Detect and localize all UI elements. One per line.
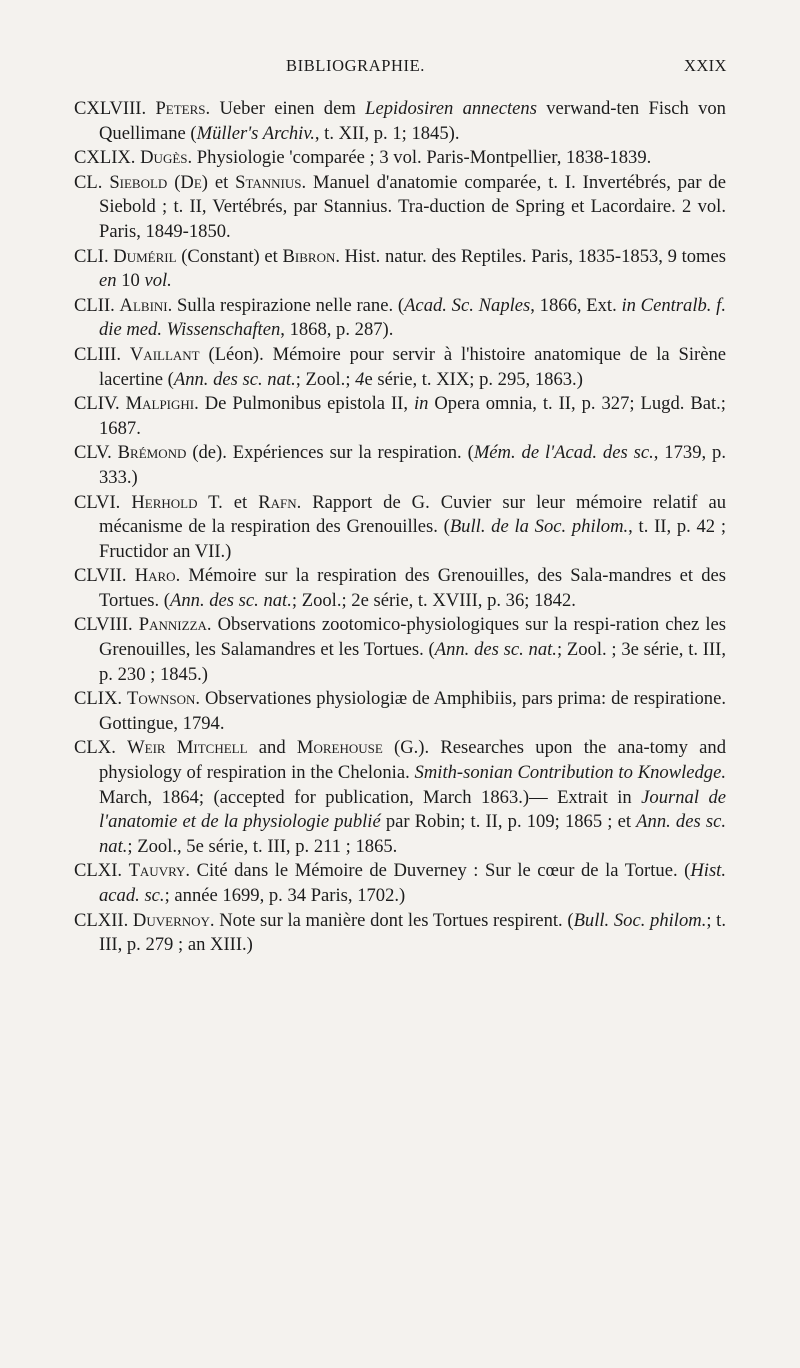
entry-author: Brémond — [117, 442, 187, 464]
entry-author: Weir Mitchell — [127, 737, 248, 759]
entry-text: Bull. de la Soc. philom. — [449, 516, 629, 538]
entry-number: CXLVIII. — [74, 98, 147, 119]
entry-text: Cité dans le Mémoire de Duverney : Sur le cœur de la Tortue. ( — [190, 860, 691, 882]
entry-text: Hist. natur. des Reptiles. Paris, 1835-1853, 9 tomes — [340, 245, 726, 267]
entry-text: ; Zool.; 2e série, t. XVIII, p. 36; 1842. — [291, 589, 576, 611]
entry-number: CXLIX. — [74, 147, 136, 169]
entry-text: Ueber einen dem — [210, 98, 366, 119]
entry-text: Morehouse — [296, 737, 383, 759]
bibliography-entry — [74, 564, 726, 613]
entry-text: Müller's Archiv. — [196, 122, 315, 144]
entry-text: (Léon). Mémoire pour servir à l'histoire anatomique de la Sirène lacertine ( — [99, 343, 727, 390]
entry-text: , 1868, p. 287). — [280, 319, 394, 341]
entry-text: Mém. de l'Acad. des sc. — [473, 442, 654, 464]
entry-text: Bibron. — [282, 245, 340, 267]
entry-text: Mémoire sur la respiration des Grenouilles, des Sala-mandres et des Tortues. ( — [99, 565, 726, 611]
entry-text: ; année 1699, p. 34 Paris, 1702.) — [164, 885, 406, 906]
entry-text: Rafn. — [258, 491, 302, 513]
bibliography-entry — [74, 245, 726, 294]
entry-text: (de). Expériences sur la respiration. ( — [186, 442, 474, 464]
entry-text: in — [413, 393, 429, 415]
bibliography-list — [74, 97, 726, 958]
entry-text: Ann. des sc. nat. — [434, 639, 557, 661]
entry-text: and — [247, 737, 297, 759]
entry-text: ; Zool.; — [295, 368, 356, 390]
entry-text: Rapport de G. Cuvier sur leur mémoire relatif au mécanisme de la respiration des Grenouilles. ( — [99, 491, 726, 538]
entry-text: Journal de l'anatomie et de la physiologie publié — [99, 786, 726, 833]
entry-text: Stannius. — [235, 171, 307, 193]
entry-text: Ann. des sc. nat. — [170, 589, 292, 611]
bibliography-entry — [74, 613, 726, 687]
entry-text: et — [207, 171, 236, 193]
entry-number: CLI. — [74, 245, 109, 267]
entry-text: Bull. Soc. philom. — [573, 909, 707, 931]
entry-author: Duméril — [113, 245, 177, 267]
entry-text: verwand-ten Fisch von Quellimane ( — [99, 98, 726, 144]
entry-text: Physiologie 'comparée ; 3 vol. Paris-Montpellier, 1838-1839. — [192, 147, 652, 169]
entry-text: série, t. XIX; p. 295, 1863.) — [372, 368, 583, 390]
entry-author: Albini. — [119, 294, 173, 316]
entry-text: De Pulmonibus epistola II, — [198, 393, 414, 415]
entry-text: Smith-sonian Contribution to Knowledge. — [414, 762, 727, 784]
entry-text: Ann. des sc. nat. — [99, 811, 726, 857]
entry-author: Herhold — [131, 491, 198, 513]
entry-text: , 1866, Ext. — [530, 294, 622, 316]
entry-text: (Constant) et — [176, 245, 283, 267]
entry-number: CLVI. — [74, 491, 121, 513]
entry-number: CLIV. — [74, 393, 120, 415]
entry-author: Siebold (De) — [109, 171, 208, 193]
entry-number: CLV. — [74, 442, 112, 464]
entry-number: CLII. — [74, 294, 115, 316]
bibliography-entry — [74, 343, 726, 392]
entry-text: Manuel d'anatomie comparée, t. I. Invertébrés, par de Siebold ; t. II, Vertébrés, par Stannius. Tra-duction de Spring et Lacordaire. 2 vol. Paris, 1849-1850. — [99, 171, 726, 242]
bibliography-entry — [74, 859, 726, 908]
entry-text: 10 — [116, 270, 145, 292]
entry-text: Sulla respirazione nelle rane. ( — [172, 294, 405, 316]
entry-text: e — [364, 368, 373, 390]
entry-number: CLVIII. — [74, 614, 133, 636]
entry-number: CLIII. — [74, 343, 121, 365]
entry-text: , 1739, p. 333.) — [99, 442, 727, 488]
running-title: BIBLIOGRAPHIE. — [286, 56, 426, 75]
entry-author: Malpighi. — [125, 393, 199, 415]
entry-author: Dugès. — [140, 147, 193, 169]
entry-number: CLXI. — [74, 860, 123, 882]
entry-text: Acad. Sc. Naples — [404, 294, 531, 316]
entry-text: 4 — [355, 368, 365, 390]
entry-text: ; Zool. ; 3e série, t. III, p. 230 ; 1845.) — [99, 639, 726, 685]
bibliography-entry — [74, 171, 726, 245]
entry-text: Ann. des sc. nat. — [173, 368, 296, 390]
entry-author: Tauvry. — [128, 860, 191, 882]
page-number: XXIX — [684, 56, 727, 75]
entry-text: T. et — [197, 491, 259, 513]
entry-number: CL. — [74, 171, 103, 193]
bibliography-entry — [74, 146, 726, 171]
entry-text: ; Zool., 5e série, t. III, p. 211 ; 1865. — [127, 835, 398, 857]
entry-author: Peters. — [155, 98, 211, 119]
entry-author: Haro. — [134, 565, 181, 587]
entry-text: Observationes physiologiæ de Amphibiis, pars prima: de respiratione. Gottingue, 1794. — [99, 688, 727, 734]
entry-text: , t. II, p. 42 ; Fructidor an VII.) — [99, 516, 726, 562]
bibliography-entry — [74, 687, 726, 736]
entry-text: Lepidosiren annectens — [365, 98, 537, 119]
entry-text: in Centralb. f. die med. Wissenschaften — [99, 294, 726, 341]
bibliography-entry — [74, 909, 726, 958]
entry-text: Opera omnia, t. II, p. 327; Lugd. Bat.; 1687. — [99, 393, 726, 439]
entry-number: CLXII. — [74, 909, 129, 931]
entry-text: vol. — [144, 270, 172, 292]
bibliography-entry — [74, 491, 726, 565]
entry-text: Note sur la manière dont les Tortues respirent. ( — [214, 909, 574, 931]
entry-text: par Robin; t. II, p. 109; 1865 ; et — [380, 811, 637, 833]
bibliography-entry — [74, 736, 726, 859]
bibliography-entry — [74, 392, 726, 441]
entry-author: Duvernoy. — [132, 909, 215, 931]
entry-text: Hist. acad. sc. — [99, 860, 726, 906]
entry-text: March, 1864; (accepted for publication, March 1863.)— Extrait in — [99, 786, 642, 808]
entry-author: Pannizza. — [138, 614, 212, 636]
bibliography-entry — [74, 441, 726, 490]
bibliography-entry — [74, 97, 726, 146]
entry-text: en — [99, 270, 117, 292]
entry-number: CLIX. — [74, 688, 123, 710]
running-header — [0, 56, 800, 86]
entry-text: ; t. III, p. 279 ; an XIII.) — [99, 909, 726, 956]
entry-author: Vaillant — [129, 343, 200, 365]
bibliography-entry — [74, 294, 726, 343]
entry-text: , t. XII, p. 1; 1845). — [314, 122, 460, 144]
entry-text: Observations zootomico-physiologiques sur la respi-ration chez les Grenouilles, les Salamandres et les Tortues. ( — [99, 614, 726, 661]
entry-author: Townson. — [126, 688, 201, 710]
entry-text: (G.). Researches upon the ana-tomy and physiology of respiration in the Chelonia. — [99, 737, 727, 784]
entry-number: CLVII. — [74, 565, 127, 587]
entry-number: CLX. — [74, 737, 116, 759]
